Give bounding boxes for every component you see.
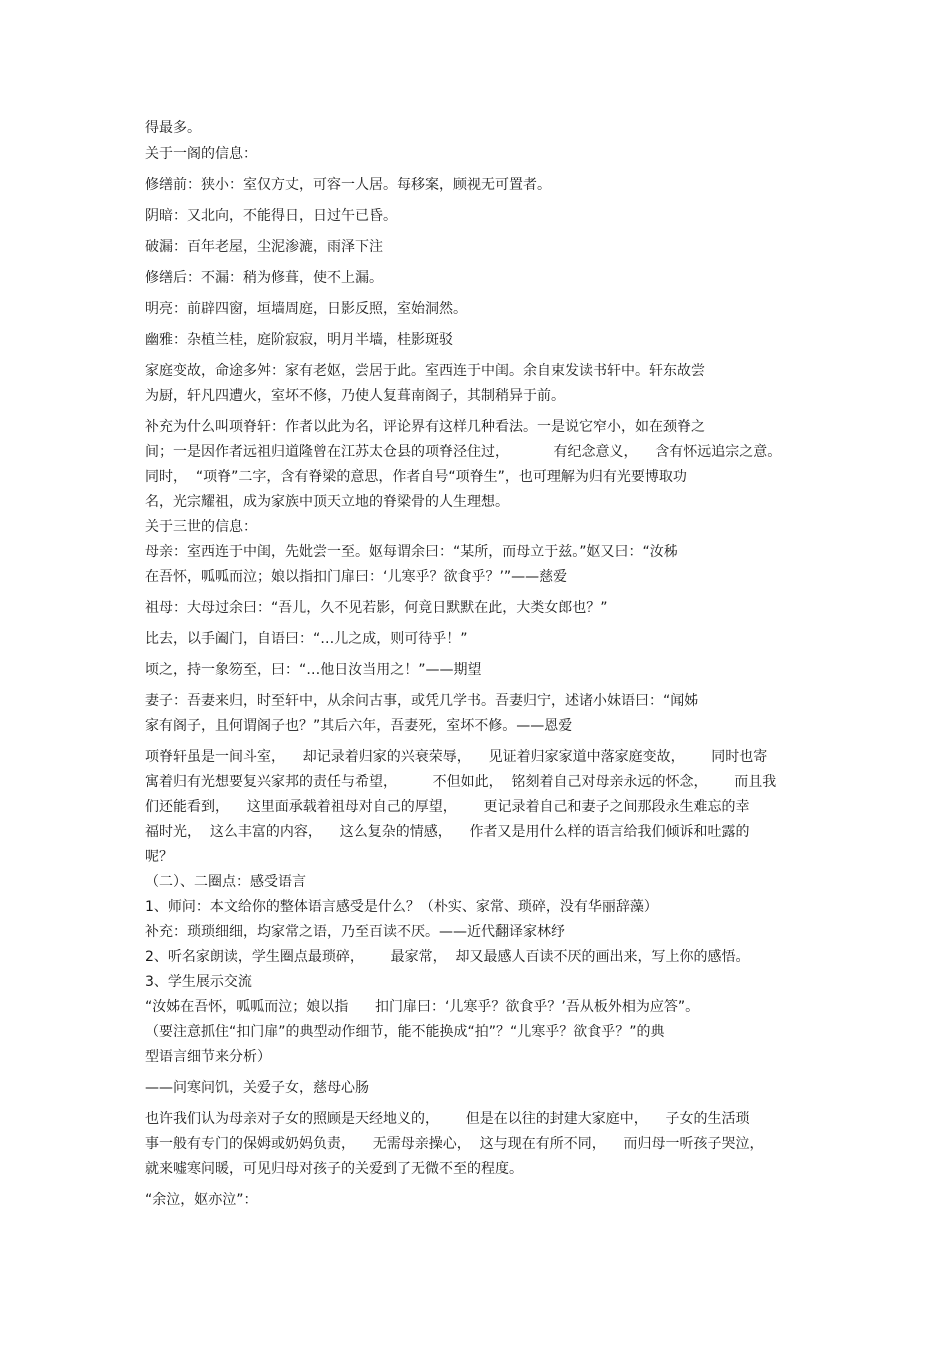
text-line: 修缮前：狭小：室仅方丈，可容一人居。每移案，顾视无可置者。 — [145, 177, 551, 193]
text-line: 1、师问：本文给你的整体语言感受是什么？（朴实、家常、琐碎，没有华丽辞藻） — [145, 899, 658, 915]
text-line: 妻子：吾妻来归，时至轩中，从余问古事，或凭几学书。吾妻归宁，述诸小妹语曰：“闻姊 — [145, 693, 699, 709]
text-line: “汝姊在吾怀，呱呱而泣；娘以指 扣门扉曰：‘儿寒乎？欲食乎？’吾从板外相为应答”。 — [145, 999, 700, 1015]
text-line: 为厨，轩凡四遭火，室坏不修，乃使人复葺南阁子，其制稍异于前。 — [145, 388, 565, 404]
text-line: （要注意抓住“扣门扉”的典型动作细节，能不能换成“拍”？“儿寒乎？欲食乎？”的典 — [145, 1024, 665, 1040]
heading-pavilion-info: 关于一阁的信息： — [145, 146, 257, 162]
text-line: 间；一是因作者远祖归道隆曾在江苏太仓县的项脊泾住过， 有纪念意义， 含有怀远追宗之意。 — [145, 444, 782, 460]
text-line: 也许我们认为母亲对子女的照顾是天经地义的， 但是在以往的封建大家庭中， 子女的生活琐 — [145, 1111, 750, 1127]
text-line: 得最多。 — [145, 120, 201, 136]
text-line: 型语言细节来分析） — [145, 1049, 271, 1065]
text-line: ——问寒问饥，关爱子女，慈母心肠 — [145, 1080, 369, 1096]
text-line: 2、听名家朗读，学生圈点最琐碎， 最家常， 却又最感人百读不厌的画出来，写上你的感悟。 — [145, 949, 750, 965]
text-line: 家有阁子，且何谓阁子也？”其后六年，吾妻死，室坏不修。——恩爱 — [145, 718, 573, 734]
text-line: 修缮后：不漏：稍为修葺，使不上漏。 — [145, 270, 383, 286]
text-line: 福时光， 这么丰富的内容， 这么复杂的情感， 作者又是用什么样的语言给我们倾诉和吐露的 — [145, 824, 750, 840]
text-line: 在吾怀，呱呱而泣；娘以指扣门扉曰：‘儿寒乎？欲食乎？’”——慈爱 — [145, 569, 568, 585]
section-heading: （二）、二圈点：感受语言 — [145, 874, 306, 890]
text-line: 补充为什么叫项脊轩：作者以此为名，评论界有这样几种看法。一是说它窄小，如在颈脊之 — [145, 419, 705, 435]
text-line: “余泣，妪亦泣”： — [145, 1192, 258, 1208]
text-line: 补充：琐琐细细，均家常之语，乃至百读不厌。——近代翻译家林纾 — [145, 924, 565, 940]
text-line: 名，光宗耀祖，成为家族中顶天立地的脊梁骨的人生理想。 — [145, 494, 509, 510]
text-line: 母亲：室西连于中闺，先妣尝一至。妪每谓余曰：“某所，而母立于兹。”妪又曰：“汝秭 — [145, 544, 678, 560]
text-line: 阴暗：又北向，不能得日，日过午已昏。 — [145, 208, 397, 224]
text-line: 破漏：百年老屋，尘泥渗漉，雨泽下注 — [145, 239, 383, 255]
text-line: 就来嘘寒问暖，可见归母对孩子的关爱到了无微不至的程度。 — [145, 1161, 523, 1177]
text-line: 明亮：前辟四窗，垣墙周庭，日影反照，室始洞然。 — [145, 301, 467, 317]
text-line: 寓着归有光想要复兴家邦的责任与希望， 不但如此， 铭刻着自己对母亲永远的怀念， 而且我 — [145, 774, 777, 790]
text-line: 项脊轩虽是一间斗室， 却记录着归家的兴衰荣辱， 见证着归家家道中落家庭变故， 同时也寄 — [145, 749, 768, 765]
text-line: 家庭变故，命途多舛：家有老妪，尝居于此。室西连于中闺。余自束发读书轩中。轩东故尝 — [145, 363, 705, 379]
text-line: 3、学生展示交流 — [145, 974, 252, 990]
text-line: 们还能看到， 这里面承载着祖母对自己的厚望， 更记录着自己和妻子之间那段永生难忘的幸 — [145, 799, 750, 815]
text-line: 同时， “项脊”二字，含有脊梁的意思，作者自号“项脊生”，也可理解为归有光要博取功 — [145, 469, 687, 485]
text-line: 比去，以手阖门，自语曰：“…儿之成，则可待乎！” — [145, 631, 468, 647]
text-line: 祖母：大母过余曰：“吾儿，久不见若影，何竟日默默在此，大类女郎也？” — [145, 600, 608, 616]
heading-three-generations: 关于三世的信息： — [145, 519, 257, 535]
text-line: 呢？ — [145, 849, 173, 865]
text-line: 顷之，持一象笏至，曰：“…他日汝当用之！”——期望 — [145, 662, 482, 678]
text-line: 事一般有专门的保姆或奶妈负责， 无需母亲操心， 这与现在有所不同， 而归母一听孩子哭泣， — [145, 1136, 764, 1152]
text-line: 幽雅：杂植兰桂，庭阶寂寂，明月半墙，桂影斑驳 — [145, 332, 453, 348]
